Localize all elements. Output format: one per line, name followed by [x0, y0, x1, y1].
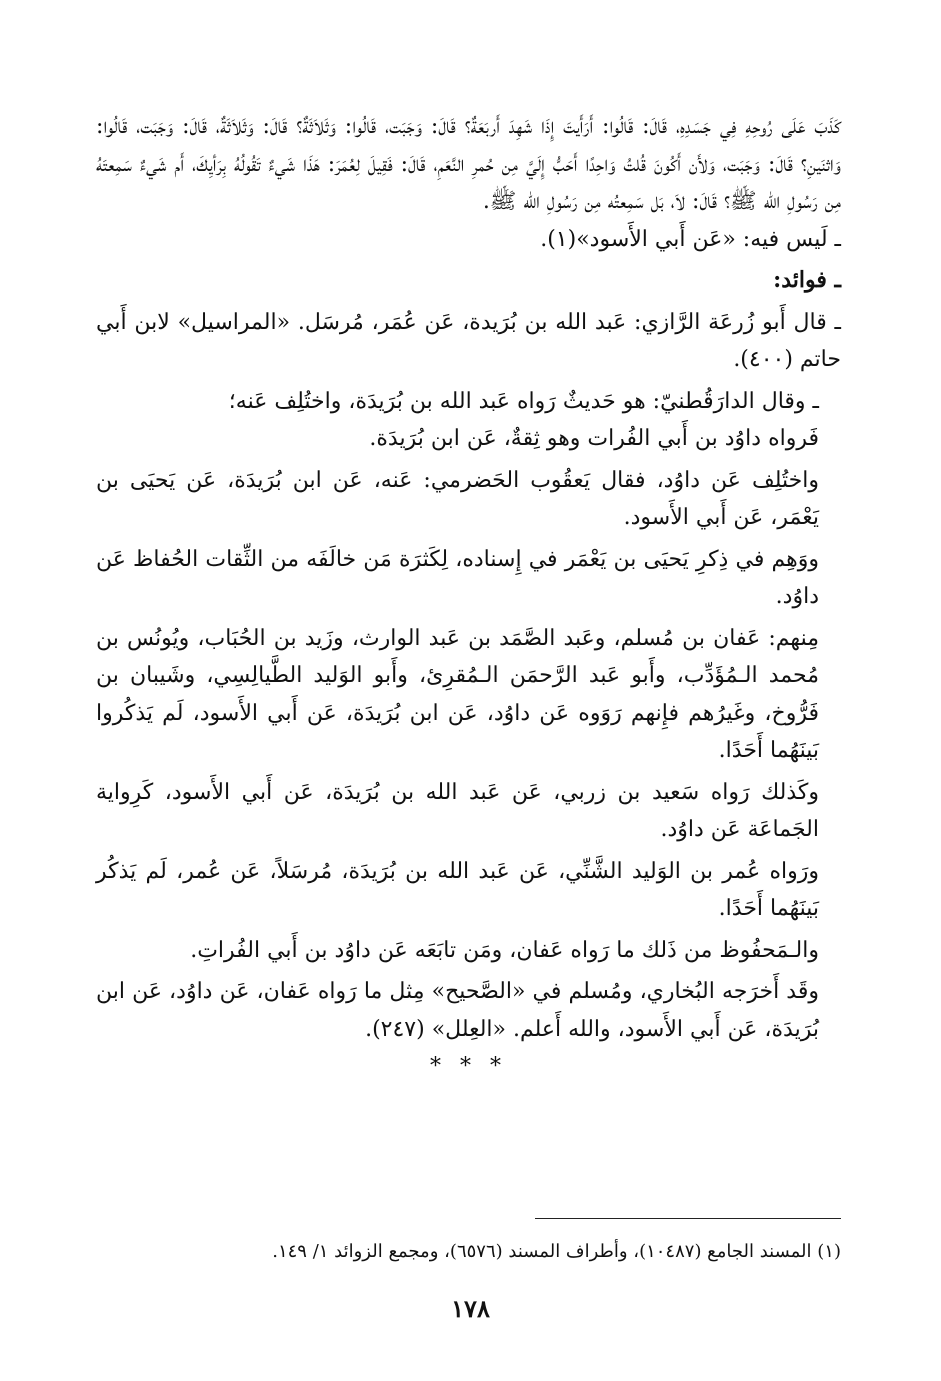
commentary-paragraph: ووَهِم في ذِكرِ يَحيَى بن يَعْمَر في إِسناده، لِكَثرَة مَن خالَفَه من الثِّقات الحُفاظ عَن داوُد.	[96, 546, 819, 609]
commentary-paragraph: فَرواه داوُد بن أَبي الفُرات وهو ثِقةٌ، عَن ابن بُرَيدَة.	[369, 426, 819, 451]
hadith-text: كَذَبَ عَلَى رُوحِهِ فِي جَسَدِهِ، قَالَ: قَالُوا: أَرَأَيتَ إِذَا شَهِدَ أَربَعَةٌ؟ قَالَ: وَجَبَت، قَالُوا: وَثَلاَثَةٌ؟ قَالَ: وَثَلاَثَةٌ، قَالَ: وَجَبَت، قَالُوا: وَاثنَينِ؟ قَالَ: وَجَبَت، وَلأَن أَكُونَ قُلتُ وَاحِدًا أَحَبُّ إِلَيَّ مِن حُمرِ النَّعَمِ، قَالَ: فَقِيلَ لِعُمَرَ: هَذَا شَيءٌ تَقُولُهُ بِرَأيِكَ، أَم شَيءٌ سَمِعتَهُ مِن رَسُولِ الله ﷺ؟ قَالَ: لاَ، بَل سَمِعتُه مِن رَسُولِ الله ﷺ.	[96, 114, 841, 214]
section-separator: * * *	[430, 1054, 507, 1079]
page-number: ١٧٨	[451, 1294, 490, 1323]
note-paragraph: ـ لَيس فيه: «عَن أَبي الأَسود»(١).	[540, 226, 841, 252]
main-text	[96, 108, 841, 1086]
commentary-paragraph: ـ قال أَبو زُرعَة الرَّازي: عَبد الله بن بُرَيدة، عَن عُمَر، مُرسَل. «المراسيل» لابن أَبي حاتم (٤٠٠).	[96, 309, 841, 372]
commentary-paragraph: وكَذلك رَواه سَعيد بن زربي، عَن عَبد الله بن بُرَيدَة، عَن أَبي الأَسود، كَرِواية الجَماعَة عَن داوُد.	[96, 779, 819, 842]
commentary-paragraph: مِنهم: عَفان بن مُسلم، وعَبد الصَّمَد بن عَبد الوارث، وزَيد بن الحُبَاب، ويُونُس بن مُحمد الـمُؤَدِّب، وأَبو عَبد الرَّحمَن الـمُقرِئ، وأَبو الوَليد الطَّيالِسِي، وشَيبان بن فَرُّوخ، وغَيرُهم فإِنهم رَوَوه عَن داوُد، عَن ابن بُرَيدَة، عَن أَبي الأَسود، لَم يَذكُروا بَينَهُما أَحَدًا.	[96, 625, 819, 763]
commentary-paragraph: وقَد أَخرَجه البُخاري، ومُسلم في «الصَّحيح» مِثل ما رَواه عَفان، عَن داوُد، عَن ابن بُرَيدَة، عَن أَبي الأَسود، والله أَعلم. «العِلل» (٢٤٧).	[96, 979, 819, 1042]
commentary-paragraph: ورَواه عُمر بن الوَليد الشَّنِّي، عَن عَبد الله بن بُرَيدَة، مُرسَلاً، عَن عُمر، لَم يَذكُر بَينَهُما أَحَدًا.	[96, 858, 819, 921]
commentary-paragraph: واختُلِف عَن داوُد، فقال يَعقُوب الحَضرمي: عَنه، عَن ابن بُرَيدَة، عَن يَحيَى بن يَعْمَر، عَن أَبي الأَسود.	[96, 467, 819, 530]
section-heading: ـ فوائد:	[773, 267, 841, 293]
footnote-divider	[535, 1218, 841, 1219]
footnote: (١) المسند الجامع (١٠٤٨٧)، وأطراف المسند (٦٥٧٦)، ومجمع الزوائد ١/ ١٤٩.	[272, 1241, 841, 1262]
commentary-paragraph: ـ وقال الدارَقُطنيّ: هو حَديثٌ رَواه عَبد الله بن بُرَيدَة، واختُلِف عَنه؛	[228, 388, 819, 414]
commentary-paragraph: والـمَحفُوظ من ذَلك ما رَواه عَفان، ومَن تابَعَه عَن داوُد بن أَبي الفُراتِ.	[190, 937, 819, 963]
